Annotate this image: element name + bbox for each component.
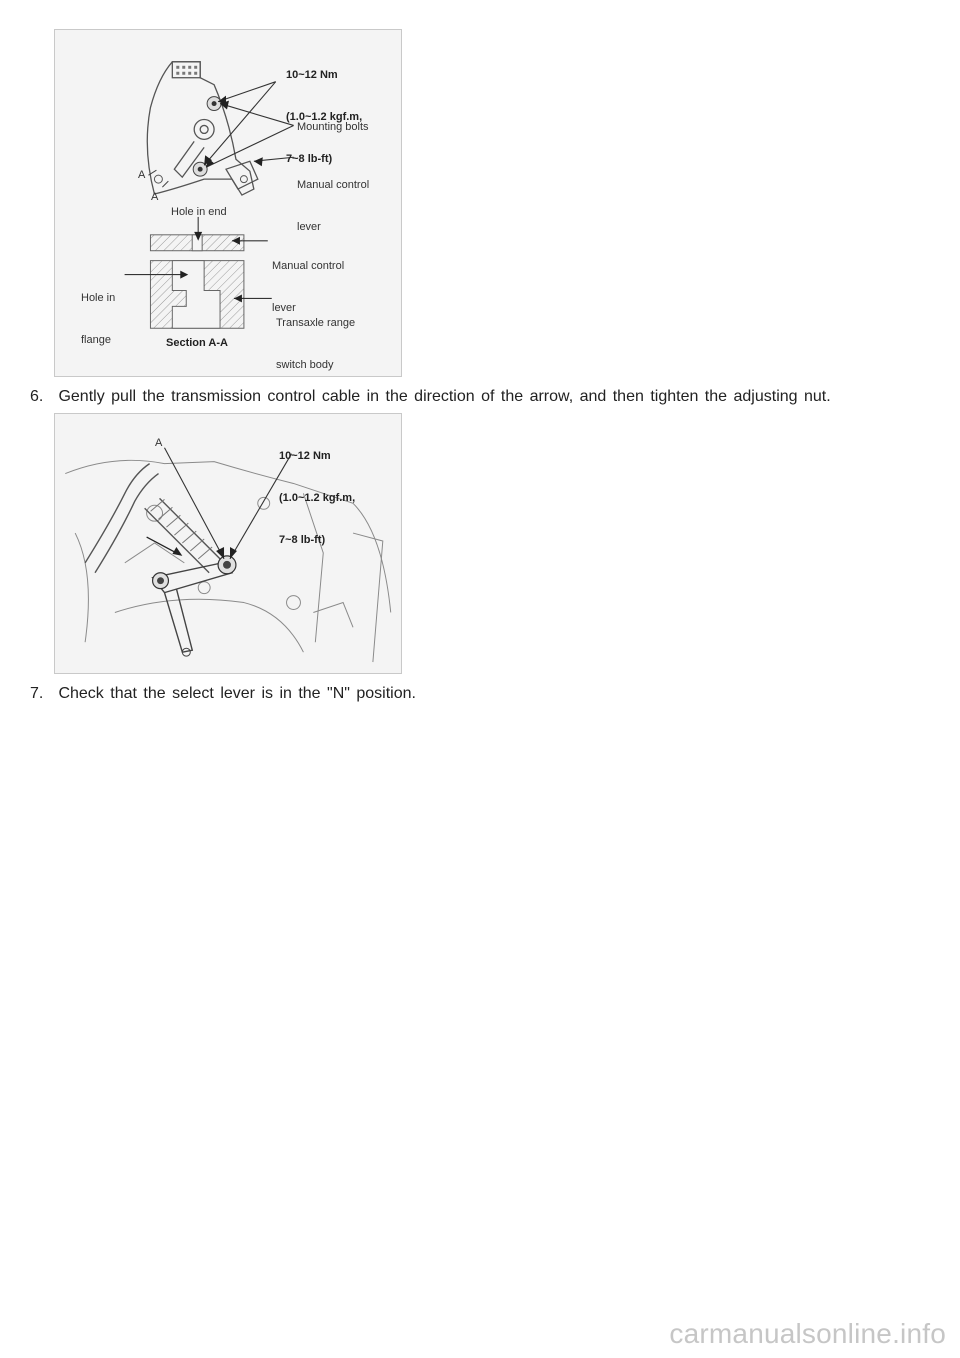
torque-callout: 10~12 Nm (1.0~1.2 kgf.m, 7~8 lb-ft): [279, 450, 356, 546]
step-number: 6.: [30, 388, 44, 405]
torque-callout: 10~12 Nm (1.0~1.2 kgf.m, 7~8 lb-ft): [286, 69, 363, 165]
section-switch-body: [150, 261, 243, 329]
section-title: Section A-A: [166, 337, 228, 349]
step-text: Check that the select lever is in the "N" position.: [58, 685, 416, 702]
marker-arrow: [162, 181, 168, 187]
hole-in-end-label: Hole in end: [171, 206, 227, 218]
hole-in-flange-label: Hole in flange: [81, 292, 116, 346]
marker-a-label: A: [155, 437, 163, 449]
step-6: [30, 387, 831, 407]
manual-control-lever-label: Manual control lever: [297, 179, 370, 233]
step-text: Gently pull the transmission control cable in the direction of the arrow, and then tighten the adjusting nut.: [58, 388, 831, 405]
marker-a-label: A: [151, 191, 159, 203]
mounting-bolts-label: Mounting bolts: [297, 121, 369, 133]
lever-nut-icon: [153, 573, 169, 589]
marker-a-label: A: [138, 169, 146, 181]
watermark: carmanualsonline.info: [669, 1318, 946, 1349]
step-7: [30, 684, 416, 704]
mounting-bolt-icon: [207, 97, 221, 111]
connector-pins: [176, 66, 197, 75]
figure-range-switch: [54, 29, 402, 377]
marker-circle: [154, 175, 162, 183]
adjusting-nut-icon: [218, 556, 236, 574]
step-number: 7.: [30, 685, 44, 702]
control-cable-shape: [85, 464, 224, 573]
section-manual-control-lever-label: Manual control lever: [272, 260, 345, 314]
switch-body-label: Transaxle range switch body: [276, 317, 356, 371]
figure-control-cable: [54, 413, 402, 674]
lever-hole: [240, 176, 247, 183]
cable-ribs: [151, 499, 213, 559]
